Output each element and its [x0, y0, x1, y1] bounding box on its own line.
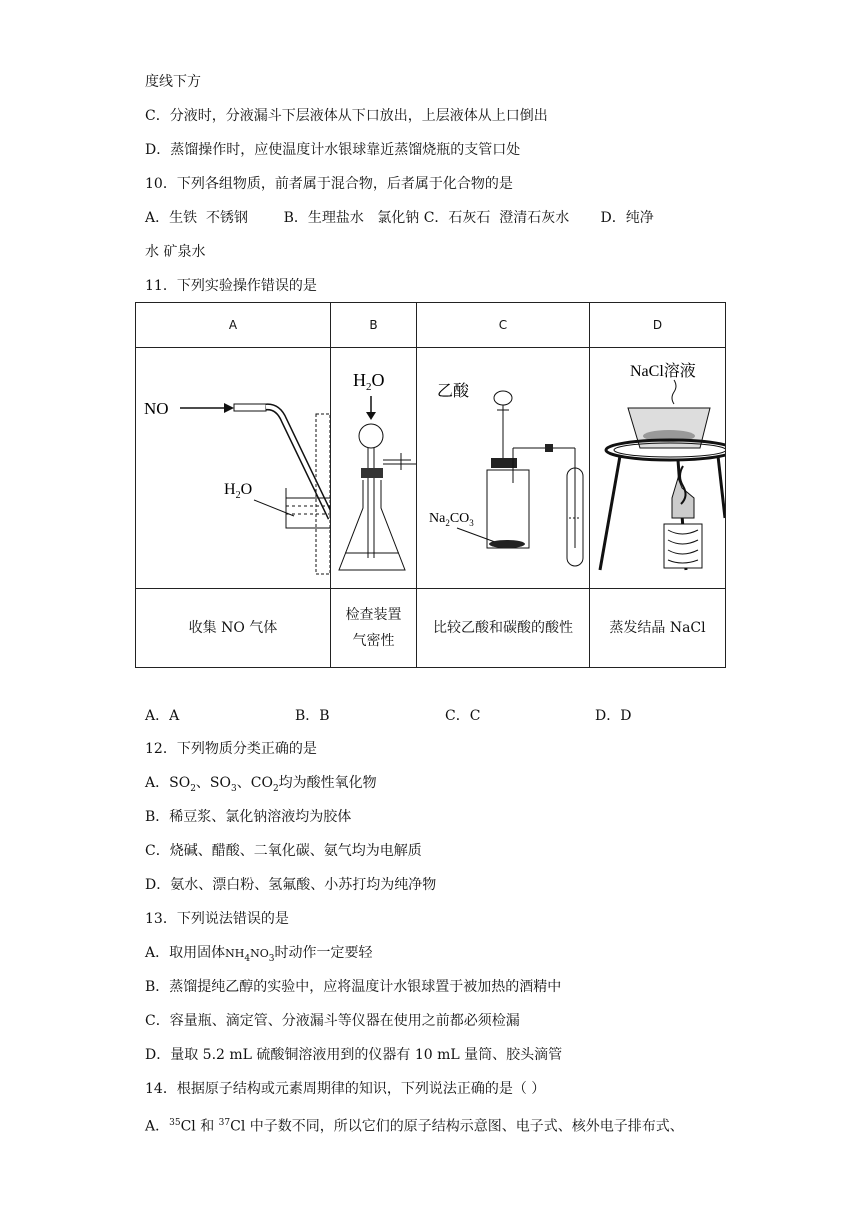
- q12-stem: 12．下列物质分类正确的是: [145, 741, 317, 757]
- q11-option-d: D．D: [595, 708, 632, 724]
- label-h2o-top: $H_2O$: [353, 370, 385, 393]
- label-nacl-solution: NaCl溶液: [630, 363, 696, 380]
- q11-option-b: B．B: [295, 708, 330, 724]
- figure-airtightness: [331, 348, 416, 584]
- q12-option-a: A．$SO_2$、$SO_3$、$CO_2$均为酸性氧化物: [145, 775, 377, 794]
- figure-a-cell: [136, 348, 331, 589]
- q9-option-c: C．分液时，分液漏斗下层液体从下口放出，上层液体从上口倒出: [145, 108, 548, 124]
- q13-option-a: A．取用固体$NH_4NO_3$时动作一定要轻: [145, 945, 373, 964]
- q11-stem: 11．下列实验操作错误的是: [145, 278, 317, 294]
- line-continuation: 度线下方: [145, 74, 201, 90]
- header-a: A: [136, 303, 331, 348]
- q14-option-a: A．$^{35}$Cl 和 $^{37}$Cl 中子数不同，所以它们的原子结构示意图、电子式、核外电子排布式、: [145, 1118, 684, 1135]
- q12-option-d: D．氨水、漂白粉、氢氟酸、小苏打均为纯净物: [145, 877, 437, 893]
- header-b: B: [331, 303, 417, 348]
- figure-b-cell: [331, 348, 417, 589]
- caption-c: 比较乙酸和碳酸的酸性: [417, 589, 590, 668]
- caption-a: 收集 NO 气体: [136, 589, 331, 668]
- q14-stem: 14．根据原子结构或元素周期律的知识，下列说法正确的是（ ）: [145, 1081, 546, 1097]
- q11-option-c: C．C: [445, 708, 481, 724]
- q12-option-b: B．稀豆浆、氯化钠溶液均为胶体: [145, 809, 352, 825]
- q10-stem: 10．下列各组物质，前者属于混合物，后者属于化合物的是: [145, 176, 513, 192]
- figure-acidity-compare: [417, 348, 589, 584]
- label-h2o: $H_2O$: [224, 481, 253, 501]
- figure-no-collection: [136, 348, 330, 584]
- header-c: C: [417, 303, 590, 348]
- label-no: NO: [144, 399, 169, 418]
- caption-b: 检查装置气密性: [331, 589, 417, 668]
- header-d: D: [590, 303, 726, 348]
- q12-option-c: C．烧碱、醋酸、二氧化碳、氨气均为电解质: [145, 843, 422, 859]
- label-acetic-acid: 乙酸: [437, 383, 470, 400]
- q10-options: A．生铁 不锈钢 B．生理盐水 氯化钠 C．石灰石 澄清石灰水 D．纯净: [145, 210, 654, 226]
- q13-option-c: C．容量瓶、滴定管、分液漏斗等仪器在使用之前都必须检漏: [145, 1013, 520, 1029]
- q13-option-d: D．量取 5.2 mL 硫酸铜溶液用到的仪器有 10 mL 量筒、胶头滴管: [145, 1047, 563, 1063]
- label-na2co3: $Na_2CO_3$: [429, 511, 474, 528]
- figure-evaporation: [590, 348, 725, 584]
- q13-stem: 13．下列说法错误的是: [145, 911, 289, 927]
- q9-option-d: D．蒸馏操作时，应使温度计水银球靠近蒸馏烧瓶的支管口处: [145, 142, 521, 158]
- q11-option-a: A．A: [145, 708, 180, 724]
- figure-d-cell: [590, 348, 726, 589]
- q10-options-continued: 水 矿泉水: [145, 244, 206, 260]
- figure-c-cell: [417, 348, 590, 589]
- experiment-table: [135, 302, 726, 668]
- q13-option-b: B．蒸馏提纯乙醇的实验中，应将温度计水银球置于被加热的酒精中: [145, 979, 562, 995]
- caption-d: 蒸发结晶 NaCl: [590, 589, 726, 668]
